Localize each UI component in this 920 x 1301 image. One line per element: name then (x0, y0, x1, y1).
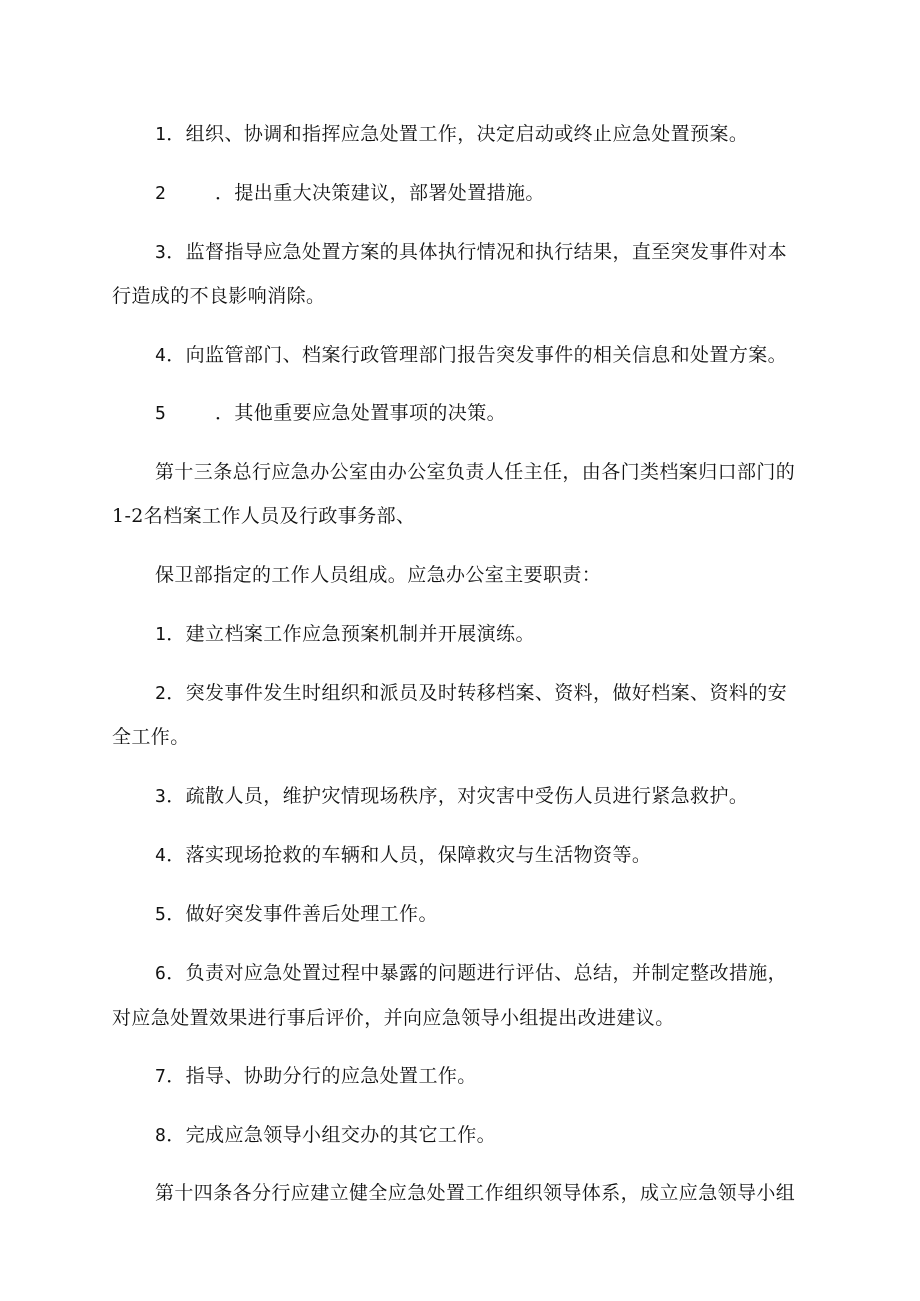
item-number: 3 (155, 242, 167, 263)
item-text: ．提出重大决策建议，部署处置措施。 (215, 182, 545, 204)
list-item (155, 1123, 496, 1148)
item-number: 2 (155, 683, 167, 704)
item-text: ．监督指导应急处置方案的具体执行情况和执行结果，直至突发事件对本 (166, 241, 788, 263)
list-item (155, 681, 787, 706)
paragraph-continuation (112, 1006, 675, 1030)
list-item (155, 401, 506, 426)
item-number: 8 (155, 1125, 167, 1146)
item-number: 1 (155, 624, 167, 645)
item-text: ．组织、协调和指挥应急处置工作，决定启动或终止应急处置预案。 (166, 123, 749, 145)
list-item (155, 622, 535, 647)
list-item (155, 902, 438, 927)
list-item (155, 240, 787, 265)
item-text: ．突发事件发生时组织和派员及时转移档案、资料，做好档案、资料的安 (166, 682, 788, 704)
item-number: 4 (155, 345, 167, 366)
article-text: 保卫部指定的工作人员组成。应急办公室主要职责： (155, 564, 602, 586)
item-number: 3 (155, 786, 167, 807)
item-number: 2 (155, 183, 167, 204)
item-number: 7 (155, 1066, 167, 1087)
item-text: ．建立档案工作应急预案机制并开展演练。 (166, 623, 535, 645)
paragraph-continuation (112, 284, 325, 308)
item-number: 6 (155, 963, 167, 984)
continuation-text: 行造成的不良影响消除。 (112, 285, 326, 307)
article-paragraph (155, 563, 601, 587)
continuation-text: 1-2名档案工作人员及行政事务部、 (112, 505, 416, 527)
item-text: ．其他重要应急处置事项的决策。 (215, 402, 507, 424)
item-text: ．指导、协助分行的应急处置工作。 (166, 1065, 477, 1087)
item-text: ．向监管部门、档案行政管理部门报告突发事件的相关信息和处置方案。 (166, 344, 788, 366)
list-item (155, 1064, 477, 1089)
list-item (155, 784, 748, 809)
item-text: ．做好突发事件善后处理工作。 (166, 903, 438, 925)
article-text: 第十四条各分行应建立健全应急处置工作组织领导体系，成立应急领导小组 (155, 1182, 796, 1204)
paragraph-continuation (112, 725, 190, 749)
item-number: 5 (155, 904, 167, 925)
item-number: 4 (155, 845, 167, 866)
item-text: ．落实现场抢救的车辆和人员，保障救灾与生活物资等。 (166, 844, 652, 866)
item-number: 5 (155, 403, 167, 424)
item-text: ．疏散人员，维护灾情现场秩序，对灾害中受伤人员进行紧急救护。 (166, 785, 749, 807)
list-item (155, 181, 545, 206)
paragraph-continuation (112, 504, 415, 528)
list-item (155, 122, 748, 147)
continuation-text: 全工作。 (112, 726, 190, 748)
article-text: 第十三条总行应急办公室由办公室负责人任主任，由各门类档案归口部门的 (155, 461, 796, 483)
list-item (155, 961, 787, 986)
list-item (155, 343, 787, 368)
continuation-text: 对应急处置效果进行事后评价，并向应急领导小组提出改进建议。 (112, 1007, 675, 1029)
item-number: 1 (155, 124, 167, 145)
item-text: ．负责对应急处置过程中暴露的问题进行评估、总结，并制定整改措施， (166, 962, 788, 984)
item-text: ．完成应急领导小组交办的其它工作。 (166, 1124, 497, 1146)
article-paragraph (155, 1181, 795, 1205)
list-item (155, 843, 651, 868)
article-paragraph (155, 460, 795, 484)
